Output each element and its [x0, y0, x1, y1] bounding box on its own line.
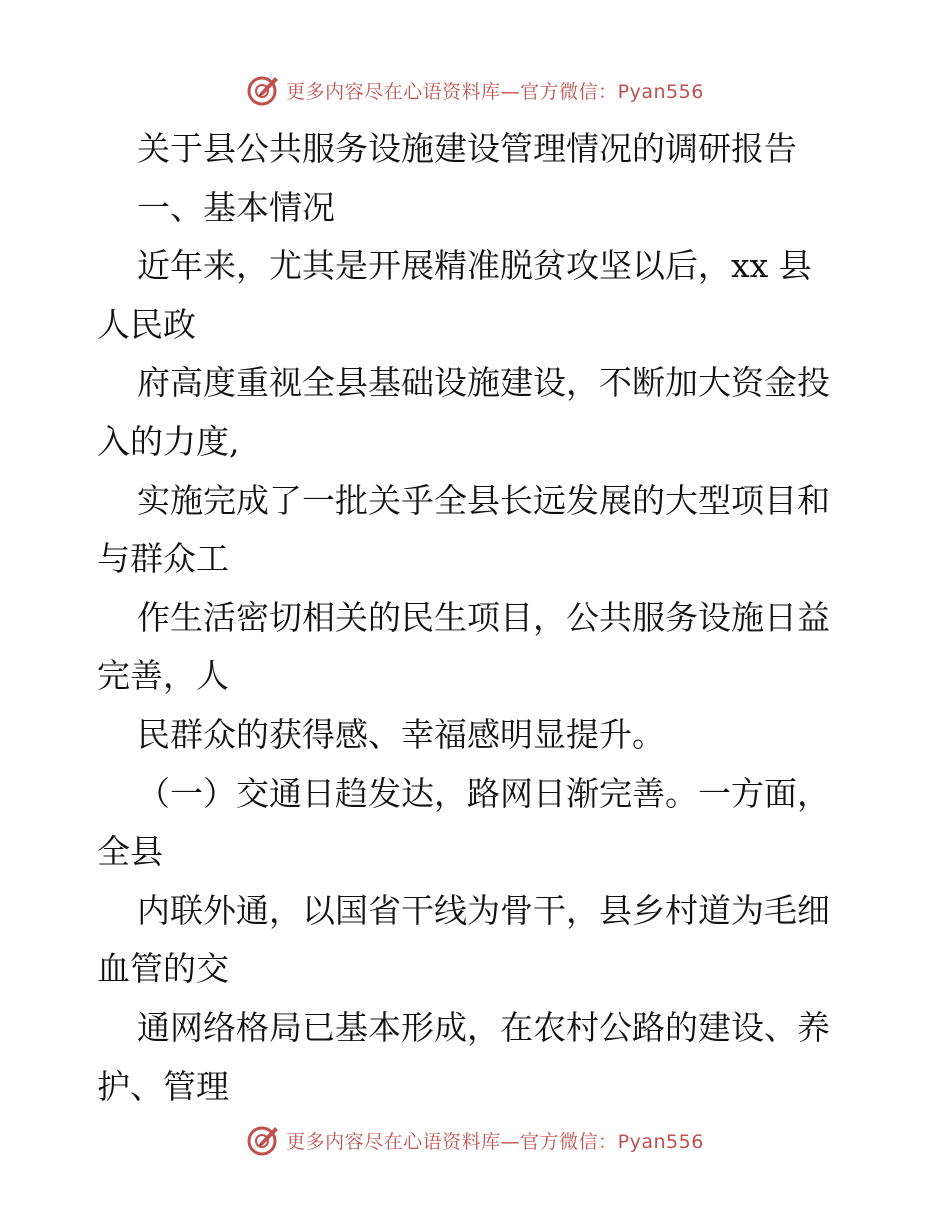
document-line: 民群众的获得感、幸福感明显提升。 [137, 714, 665, 754]
document-line: 人民政 [97, 304, 196, 344]
document-line: 与群众工 [97, 539, 229, 579]
pen-circle-logo-icon [246, 1123, 280, 1157]
header-banner [0, 70, 950, 110]
document-body [97, 120, 857, 1116]
document-line: 关于县公共服务设施建设管理情况的调研报告 [137, 129, 797, 168]
document-line: 内联外通，以国省干线为骨干，县乡村道为毛细 [137, 890, 830, 930]
document-line: 一、基本情况 [137, 187, 335, 227]
document-line: 入的力度, [97, 421, 240, 461]
pen-circle-logo-icon [246, 73, 280, 107]
header-banner-text: 更多内容尽在心语资料库—官方微信：Pyan556 [286, 80, 704, 103]
document-line: 府高度重视全县基础设施建设，不断加大资金投 [137, 363, 830, 403]
document-line: 近年来，尤其是开展精准脱贫攻坚以后，xx 县 [137, 246, 812, 286]
document-line: 实施完成了一批关乎全县长远发展的大型项目和 [137, 480, 830, 520]
footer-banner-text: 更多内容尽在心语资料库—官方微信：Pyan556 [286, 1130, 704, 1153]
document-line: 血管的交 [97, 949, 229, 989]
document-line: 全县 [97, 832, 163, 872]
document-line: （一）交通日趋发达，路网日渐完善。一方面， [137, 773, 830, 813]
document-line: 通网络格局已基本形成，在农村公路的建设、养 [137, 1007, 830, 1047]
document-line: 护、管理 [97, 1066, 229, 1106]
footer-banner [0, 1120, 950, 1160]
document-line: 作生活密切相关的民生项目，公共服务设施日益 [137, 597, 830, 637]
document-line: 完善，人 [97, 656, 229, 696]
